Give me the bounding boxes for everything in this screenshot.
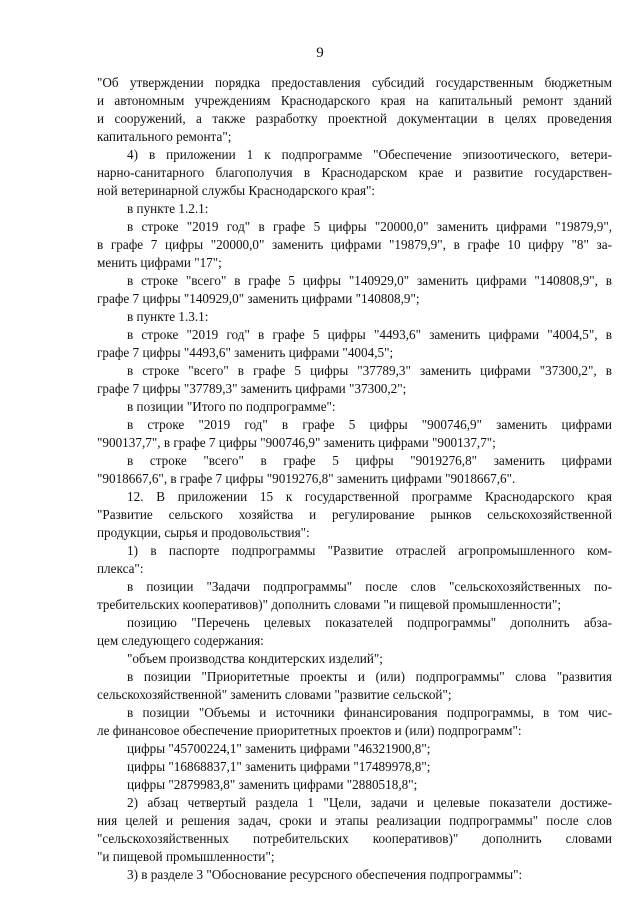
text-line: сельскохозяйственной" заменить словами "развитие сельской"; [97, 687, 452, 702]
document-body [97, 74, 612, 884]
paragraph [97, 146, 612, 200]
text-line: графе 7 цифры "140929,0" заменить цифрами "140808,9"; [97, 291, 420, 306]
text-line: графе 7 цифры "37789,3" заменить цифрами "37300,2"; [97, 381, 407, 396]
paragraph [97, 200, 612, 218]
text-line: в позиции "Итого по подпрограмме": [127, 399, 336, 414]
paragraph [97, 308, 612, 326]
paragraph [97, 740, 612, 758]
text-line: ния целей и решения задач, сроки и этапы реализации подпрограммы" после слов [97, 813, 612, 828]
text-line: "Развитие сельского хозяйства и регулирование рынков сельскохозяйственной [97, 507, 612, 522]
text-line: "объем производства кондитерских изделий"; [127, 651, 383, 666]
paragraph [97, 362, 612, 398]
paragraph [97, 758, 612, 776]
text-line: в позиции "Приоритетные проекты и (или) подпрограммы" слова "развития [127, 669, 612, 684]
text-line: цифры "2879983,8" заменить цифрами "2880518,8"; [127, 777, 418, 792]
text-line: графе 7 цифры "4493,6" заменить цифрами "4004,5"; [97, 345, 394, 360]
text-line: в графе 7 цифры "20000,0" заменить цифрами "19879,9", в графе 10 цифру "8" за- [97, 237, 612, 252]
text-line: в строке "всего" в графе 5 цифры "37789,3" заменить цифрами "37300,2", в [127, 363, 612, 378]
paragraph [97, 542, 612, 578]
text-line: в строке "2019 год" в графе 5 цифры "4493,6" заменить цифрами "4004,5", в [127, 327, 612, 342]
text-line: позицию "Перечень целевых показателей подпрограммы" дополнить абза- [127, 615, 612, 630]
paragraph [97, 776, 612, 794]
paragraph [97, 488, 612, 542]
text-line: цем следующего содержания: [97, 633, 264, 648]
paragraph [97, 272, 612, 308]
text-line: плекса": [97, 561, 144, 576]
paragraph [97, 866, 612, 884]
paragraph [97, 794, 612, 866]
text-line: и автономным учреждениям Краснодарского края на капитальный ремонт зданий [97, 93, 612, 108]
text-line: 12. В приложении 15 к государственной программе Краснодарского края [127, 489, 612, 504]
text-line: требительских кооперативов)" дополнить словами "и пищевой промышленности"; [97, 597, 562, 612]
text-line: "900137,7", в графе 7 цифры "900746,9" заменить цифрами "900137,7"; [97, 435, 496, 450]
paragraph [97, 416, 612, 452]
text-line: нарно-санитарного благополучия в Краснодарском крае и развитие государствен- [97, 165, 612, 180]
text-line: капитального ремонта"; [97, 129, 232, 144]
text-line: 4) в приложении 1 к подпрограмме "Обеспечение эпизоотического, ветери- [127, 147, 612, 162]
text-line: "Об утверждении порядка предоставления субсидий государственным бюджетным [97, 75, 612, 90]
text-line: в позиции "Объемы и источники финансирования подпрограммы, в том чис- [127, 705, 612, 720]
text-line: "сельскохозяйственных потребительских кооперативов)" дополнить словами [97, 831, 612, 846]
text-line: менить цифрами "17"; [97, 255, 222, 270]
paragraph [97, 578, 612, 614]
paragraph [97, 74, 612, 146]
paragraph [97, 614, 612, 650]
text-line: в строке "2019 год" в графе 5 цифры "900746,9" заменить цифрами [127, 417, 612, 432]
text-line: в строке "всего" в графе 5 цифры "9019276,8" заменить цифрами [127, 453, 612, 468]
text-line: в позиции "Задачи подпрограммы" после слов "сельскохозяйственных по- [127, 579, 612, 594]
text-line: в строке "2019 год" в графе 5 цифры "20000,0" заменить цифрами "19879,9", [127, 219, 612, 234]
page-number: 9 [316, 45, 324, 61]
paragraph [97, 668, 612, 704]
paragraph [97, 704, 612, 740]
text-line: "9018667,6", в графе 7 цифры "9019276,8" заменить цифрами "9018667,6". [97, 471, 516, 486]
paragraph [97, 398, 612, 416]
paragraph [97, 650, 612, 668]
text-line: "и пищевой промышленности"; [97, 849, 275, 864]
text-line: ле финансовое обеспечение приоритетных проектов и (или) подпрограмм": [97, 723, 522, 738]
paragraph [97, 326, 612, 362]
text-line: в строке "всего" в графе 5 цифры "140929,0" заменить цифрами "140808,9", в [127, 273, 612, 288]
text-line: 3) в разделе 3 "Обоснование ресурсного обеспечения подпрограммы": [127, 867, 523, 882]
text-line: цифры "16868837,1" заменить цифрами "17489978,8"; [127, 759, 431, 774]
text-line: и сооружений, а также разработку проектной документации в целях проведения [97, 111, 612, 126]
text-line: продукции, сырья и продовольствия": [97, 525, 310, 540]
paragraph [97, 452, 612, 488]
paragraph [97, 218, 612, 272]
text-line: в пункте 1.3.1: [127, 309, 209, 324]
text-line: 2) абзац четвертый раздела 1 "Цели, задачи и целевые показатели достиже- [127, 795, 612, 810]
text-line: ной ветеринарной службы Краснодарского края": [97, 183, 376, 198]
text-line: 1) в паспорте подпрограммы "Развитие отраслей агропромышленного ком- [127, 543, 612, 558]
text-line: в пункте 1.2.1: [127, 201, 209, 216]
text-line: цифры "45700224,1" заменить цифрами "46321900,8"; [127, 741, 431, 756]
